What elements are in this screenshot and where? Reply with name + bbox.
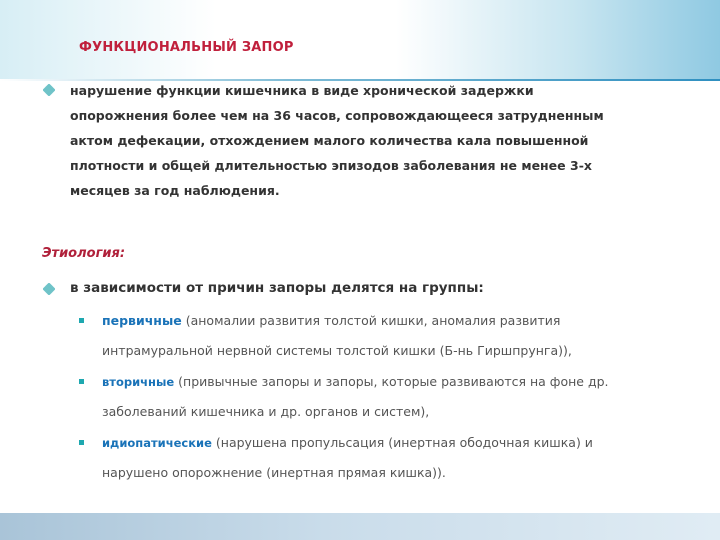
diamond-bullet-icon	[43, 283, 55, 295]
group-description-cont: заболеваний кишечника и др. органов и систем),	[102, 404, 430, 419]
group-description: (аномалии развития толстой кишки, аномалия развития	[181, 313, 561, 328]
group-description-cont: нарушено опорожнение (инертная прямая кишка)).	[102, 465, 446, 480]
group-description-cont: интрамуральной нервной системы толстой кишки (Б-нь Гиршпрунга)),	[102, 343, 572, 358]
groups-intro: в зависимости от причин запоры делятся на группы:	[70, 280, 484, 296]
group-item-idiopathic	[102, 428, 702, 488]
group-term: вторичные	[102, 375, 175, 389]
definition-line: актом дефекации, отхождением малого количества кала повышенной	[70, 133, 589, 148]
group-term: идиопатические	[102, 436, 212, 450]
square-bullet-icon	[79, 379, 84, 384]
group-term: первичные	[102, 313, 182, 328]
definition-line: опорожнения более чем на 36 часов, сопровождающееся затрудненным	[70, 108, 604, 123]
definition-line: нарушение функции кишечника в виде хронической задержки	[70, 83, 534, 98]
group-item-secondary	[102, 367, 702, 427]
definition-line: месяцев за год наблюдения.	[70, 183, 280, 198]
definition-paragraph	[70, 78, 695, 203]
square-bullet-icon	[79, 318, 84, 323]
group-description: (нарушена пропульсация (инертная ободочная кишка) и	[211, 435, 593, 450]
etiology-heading: Этиология:	[42, 246, 126, 261]
definition-line: плотности и общей длительностью эпизодов заболевания не менее 3-х	[70, 158, 592, 173]
footer-band	[0, 513, 720, 540]
square-bullet-icon	[79, 440, 84, 445]
group-description: (привычные запоры и запоры, которые развиваются на фоне др.	[174, 374, 609, 389]
diamond-bullet-icon	[43, 84, 55, 96]
slide-title: ФУНКЦИОНАЛЬНЫЙ ЗАПОР	[79, 40, 294, 55]
group-item-primary	[102, 306, 702, 366]
